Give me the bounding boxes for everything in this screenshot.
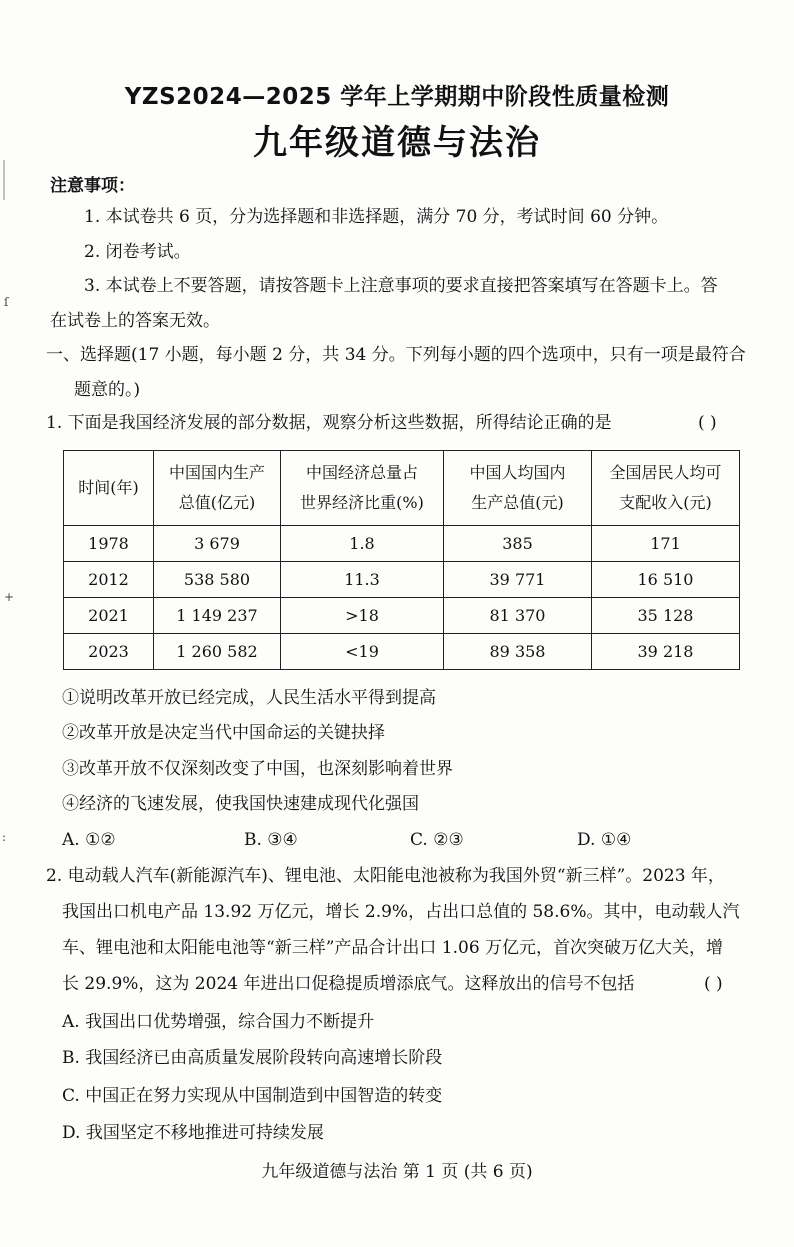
header-text: 时间(年) bbox=[78, 478, 139, 497]
section-heading-line2: 题意的。) bbox=[74, 380, 141, 400]
header-text: 总值(亿元) bbox=[178, 493, 256, 512]
table-cell: 11.3 bbox=[281, 562, 444, 598]
table-cell: 1.8 bbox=[281, 526, 444, 562]
statement-3: ③改革开放不仅深刻改变了中国，也深刻影响着世界 bbox=[62, 759, 453, 779]
header-text: 世界经济比重(%) bbox=[300, 493, 424, 512]
table-cell: 3 679 bbox=[154, 526, 281, 562]
table-cell: <19 bbox=[281, 634, 444, 670]
question-2-line2: 我国出口机电产品 13.92 万亿元，增长 2.9%，占出口总值的 58.6%。其中，电动载人汽 bbox=[62, 902, 740, 922]
answer-parentheses: ( ) bbox=[698, 413, 717, 433]
table-header-cell bbox=[64, 451, 154, 526]
table-row bbox=[64, 562, 740, 598]
table-cell: 16 510 bbox=[592, 562, 740, 598]
notice-item-3-line2: 在试卷上的答案无效。 bbox=[50, 311, 220, 331]
table-cell: 35 128 bbox=[592, 598, 740, 634]
binding-margin-dot: : bbox=[2, 830, 7, 844]
table-cell: 2023 bbox=[64, 634, 154, 670]
page-footer: 九年级道德与法治 第 1 页 (共 6 页) bbox=[261, 1162, 533, 1182]
question-2-line1: 2. 电动载人汽车(新能源汽车)、锂电池、太阳能电池被称为我国外贸“新三样”。2023 年， bbox=[46, 866, 725, 886]
exam-title: YZS2024—2025 学年上学期期中阶段性质量检测 bbox=[124, 84, 670, 110]
table-cell: 2012 bbox=[64, 562, 154, 598]
table-cell: 1 260 582 bbox=[154, 634, 281, 670]
table-cell: 385 bbox=[444, 526, 592, 562]
header-text: 生产总值(元) bbox=[471, 493, 564, 512]
table-cell: 171 bbox=[592, 526, 740, 562]
table-cell: >18 bbox=[281, 598, 444, 634]
notice-item-2: 2. 闭卷考试。 bbox=[84, 242, 191, 262]
header-text: 中国人均国内 bbox=[469, 463, 566, 482]
binding-margin-dot: ſ bbox=[4, 295, 9, 309]
option-d: D. ①④ bbox=[577, 830, 632, 850]
statement-2: ②改革开放是决定当代中国命运的关键抉择 bbox=[62, 723, 385, 743]
table-row bbox=[64, 634, 740, 670]
header-text: 中国经济总量占 bbox=[305, 463, 418, 482]
table-header-row bbox=[64, 451, 740, 526]
question-2-line4: 长 29.9%，这为 2024 年进出口促稳提质增添底气。这释放出的信号不包括 bbox=[62, 974, 635, 994]
table-cell: 2021 bbox=[64, 598, 154, 634]
table-header-cell bbox=[592, 451, 740, 526]
question-2-line3: 车、锂电池和太阳能电池等“新三样”产品合计出口 1.06 万亿元，首次突破万亿大关，增 bbox=[62, 938, 724, 958]
table-cell: 1 149 237 bbox=[154, 598, 281, 634]
table-cell: 39 218 bbox=[592, 634, 740, 670]
option-c: C. 中国正在努力实现从中国制造到中国智造的转变 bbox=[62, 1086, 443, 1106]
option-d: D. 我国坚定不移地推进可持续发展 bbox=[62, 1123, 324, 1143]
header-text: 支配收入(元) bbox=[619, 493, 712, 512]
table-header-cell bbox=[154, 451, 281, 526]
option-b: B. 我国经济已由高质量发展阶段转向高速增长阶段 bbox=[62, 1048, 443, 1068]
header-text: 全国居民人均可 bbox=[609, 463, 722, 482]
table-cell: 1978 bbox=[64, 526, 154, 562]
economy-data-table bbox=[63, 450, 740, 670]
subject-title: 九年级道德与法治 bbox=[253, 123, 541, 163]
answer-parentheses: ( ) bbox=[704, 974, 723, 994]
option-b: B. ③④ bbox=[244, 830, 298, 850]
notice-title: 注意事项： bbox=[50, 176, 135, 196]
notice-item-1: 1. 本试卷共 6 页，分为选择题和非选择题，满分 70 分，考试时间 60 分钟。 bbox=[84, 207, 669, 227]
section-heading-line1: 一、选择题(17 小题，每小题 2 分，共 34 分。下列每小题的四个选项中，只有一项是最符合 bbox=[46, 345, 746, 365]
binding-margin-mark bbox=[3, 160, 5, 200]
table-cell: 39 771 bbox=[444, 562, 592, 598]
statement-1: ①说明改革开放已经完成，人民生活水平得到提高 bbox=[62, 688, 436, 708]
option-a: A. 我国出口优势增强，综合国力不断提升 bbox=[62, 1012, 375, 1032]
table-header-cell bbox=[281, 451, 444, 526]
notice-item-3-line1: 3. 本试卷上不要答题，请按答题卡上注意事项的要求直接把答案填写在答题卡上。答 bbox=[84, 276, 718, 296]
exam-header bbox=[0, 82, 794, 164]
statement-4: ④经济的飞速发展，使我国快速建成现代化强国 bbox=[62, 794, 419, 814]
table-cell: 81 370 bbox=[444, 598, 592, 634]
question-1-stem: 1. 下面是我国经济发展的部分数据，观察分析这些数据，所得结论正确的是 bbox=[46, 413, 612, 433]
table-header-cell bbox=[444, 451, 592, 526]
table-cell: 89 358 bbox=[444, 634, 592, 670]
option-c: C. ②③ bbox=[410, 830, 464, 850]
table-row bbox=[64, 598, 740, 634]
table-cell: 538 580 bbox=[154, 562, 281, 598]
option-a: A. ①② bbox=[62, 830, 116, 850]
table-row bbox=[64, 526, 740, 562]
binding-margin-dot: + bbox=[4, 590, 15, 604]
header-text: 中国国内生产 bbox=[168, 463, 265, 482]
